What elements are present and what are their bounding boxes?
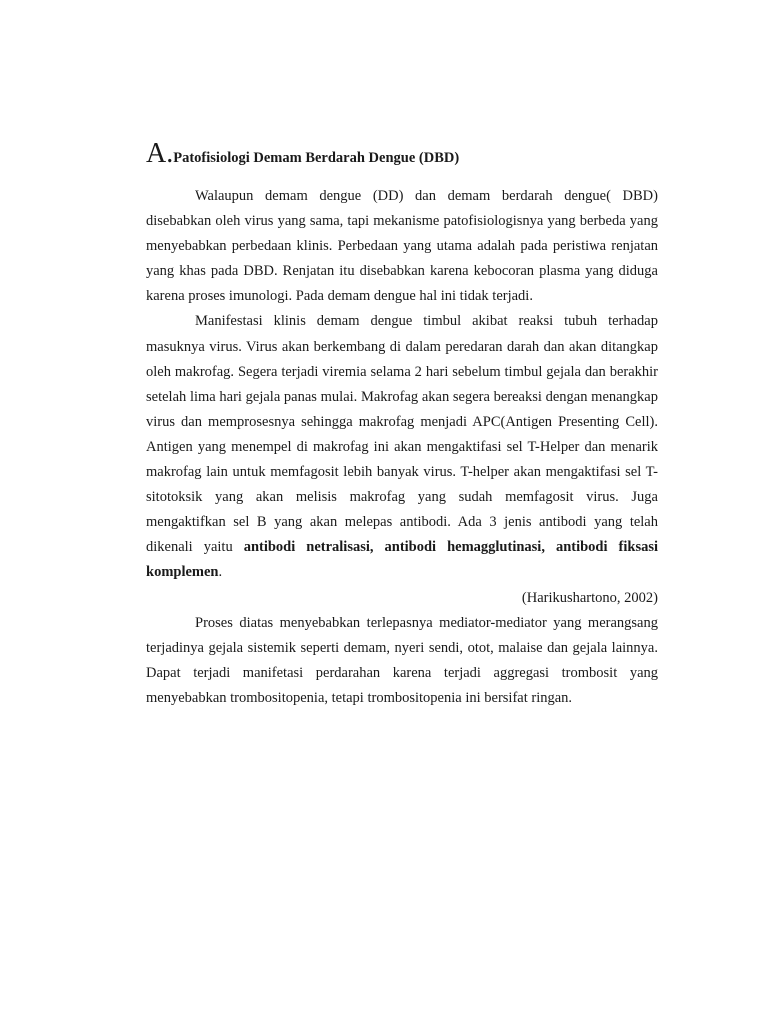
section-letter: A. (146, 138, 174, 169)
paragraph-3: Proses diatas menyebabkan terlepasnya mediator-mediator yang merangsang terjadinya gejala sistemik seperti demam, nyeri sendi, otot, malaise dan gejala lainnya. Dapat terjadi manifetasi perdarahan karena terjadi aggregasi trombosit yang menyebabkan trombositopenia, tetapi trombositopenia ini bersifat ringan. (146, 614, 658, 706)
citation: (Harikushartono, 2002) (521, 589, 658, 606)
section-title: Patofisiologi Demam Berdarah Dengue (DBD) (173, 150, 460, 166)
paragraph-2-end: . (218, 564, 223, 581)
antibody-types-bold: antibodi netralisasi, antibodi hemagglutinasi, antibodi fiksasi komplemen (146, 539, 659, 581)
paragraph-1: Walaupun demam dengue (DD) dan demam berdarah dengue( DBD) disebabkan oleh virus yang sama, tapi mekanisme patofisiologisnya yang berbeda yang menyebabkan perbedaan klinis. Perbedaan yang utama adalah pada peristiwa renjatan yang khas pada DBD. Renjatan itu disebabkan karena kebocoran plasma yang diduga karena proses imunologi. Pada demam dengue hal ini tidak terjadi. (146, 188, 658, 305)
paragraph-2-text: Manifestasi klinis demam dengue timbul akibat reaksi tubuh terhadap masuknya virus. Virus akan berkembang di dalam peredaran darah dan akan ditangkap oleh makrofag. Segera terjadi viremia selama 2 hari sebelum timbul gejala dan berakhir setelah lima hari gejala panas mulai. Makrofag akan segera bereaksi dengan menangkap virus dan memprosesnya sehingga makrofag menjadi APC(Antigen Presenting Cell). Antigen yang menempel di makrofag ini akan mengaktifasi sel T-Helper dan menarik makrofag lain untuk memfagosit lebih banyak virus. T-helper akan mengaktifasi sel T-sitotoksik yang akan melisis makrofag yang sudah memfagosit virus. Juga mengaktifkan sel B yang akan melepas antibodi. Ada 3 jenis antibodi yang telah dikenali yaitu (146, 313, 658, 556)
paragraph-2 (146, 309, 658, 585)
document-page (146, 136, 658, 711)
section-heading (146, 136, 658, 176)
